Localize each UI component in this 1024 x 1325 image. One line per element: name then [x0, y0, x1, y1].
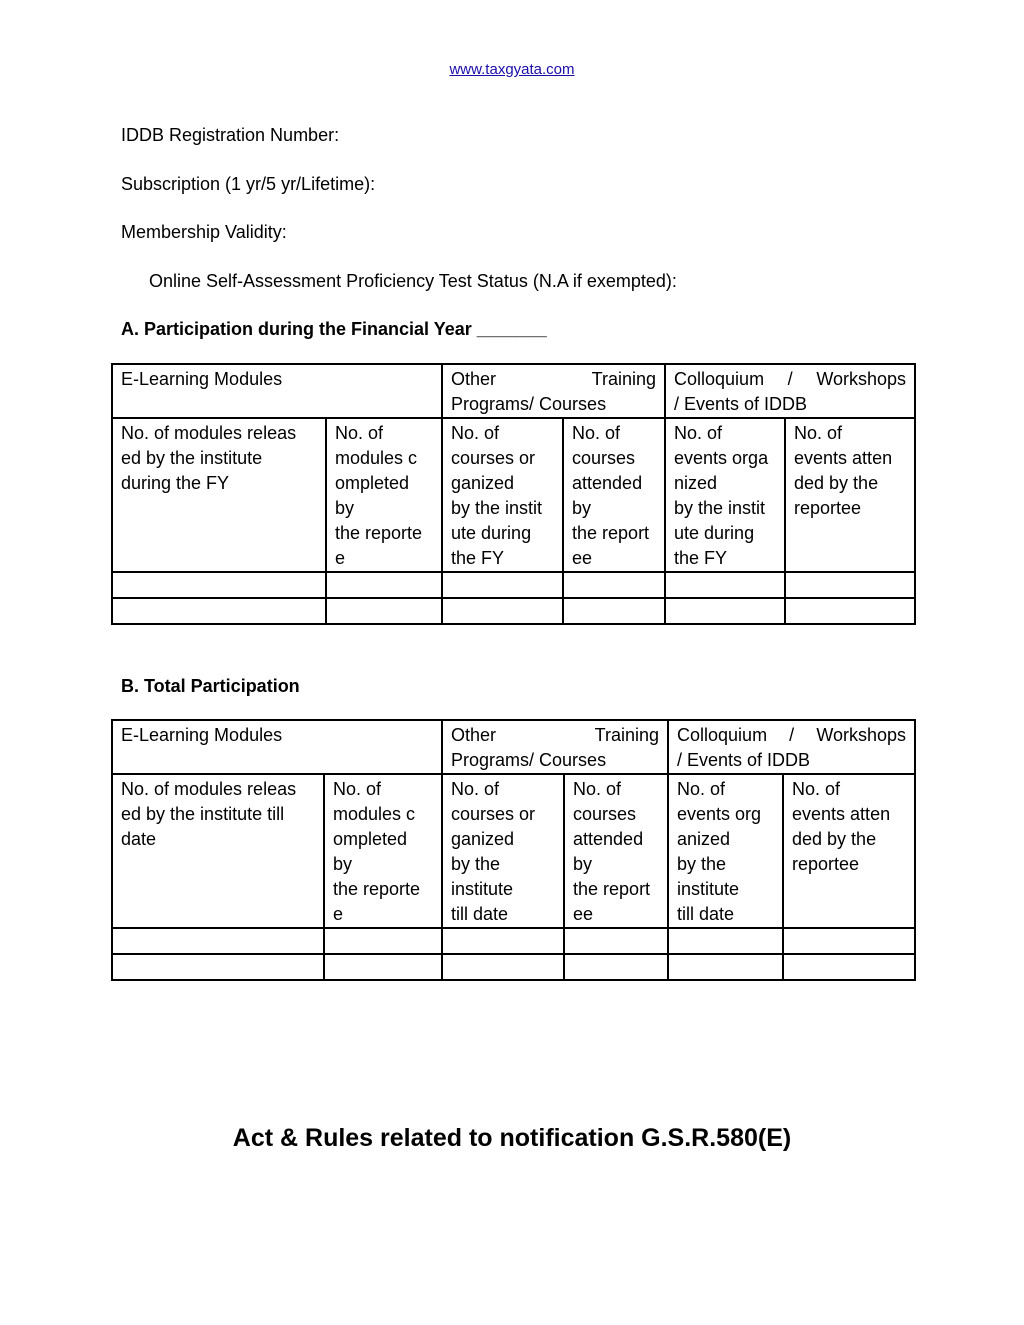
column-header-events-attended: No. of events atten ded by the reportee — [785, 418, 915, 572]
table-row — [112, 572, 915, 598]
table-column-header-row — [112, 774, 915, 928]
document-title: Act & Rules related to notification G.S.R.580(E) — [232, 1124, 792, 1152]
subscription-label: Subscription (1 yr/5 yr/Lifetime): — [121, 174, 376, 194]
column-header-modules-completed: No. of modules c ompleted by the reporte e — [324, 774, 442, 928]
section-a-table — [111, 363, 916, 625]
table-cell-input[interactable] — [442, 572, 563, 598]
elearning-group-header: E-Learning Modules — [112, 364, 442, 418]
table-cell-input[interactable] — [326, 598, 442, 624]
table-cell-input[interactable] — [326, 572, 442, 598]
table-row — [112, 954, 915, 980]
column-header-courses-attended: No. of courses attended by the report ee — [564, 774, 668, 928]
header-url-link[interactable]: www.taxgyata.com — [449, 61, 575, 78]
table-cell-input[interactable] — [668, 928, 783, 954]
table-cell-input[interactable] — [563, 598, 665, 624]
column-header-courses-organized: No. of courses or ganized by the institute till date — [442, 774, 564, 928]
table-cell-input[interactable] — [783, 954, 915, 980]
column-header-courses-attended: No. of courses attended by the report ee — [563, 418, 665, 572]
test-status-label: Online Self-Assessment Proficiency Test Status (N.A if exempted): — [149, 271, 677, 291]
table-cell-input[interactable] — [324, 954, 442, 980]
table-cell-input[interactable] — [112, 598, 326, 624]
table-cell-input[interactable] — [442, 954, 564, 980]
colloquium-group-header: Colloquium / Workshops / Events of IDDB — [668, 720, 915, 774]
column-header-modules-completed: No. of modules c ompleted by the reporte e — [326, 418, 442, 572]
table-cell-input[interactable] — [442, 928, 564, 954]
registration-number-label: IDDB Registration Number: — [121, 125, 340, 145]
table-cell-input[interactable] — [112, 572, 326, 598]
table-cell-input[interactable] — [564, 954, 668, 980]
membership-validity-label: Membership Validity: — [121, 222, 287, 242]
table-cell-input[interactable] — [668, 954, 783, 980]
section-b-heading: B. Total Participation — [121, 676, 300, 696]
table-cell-input[interactable] — [785, 572, 915, 598]
column-header-events-organized: No. of events org anized by the institute till date — [668, 774, 783, 928]
section-b-table — [111, 719, 916, 981]
column-header-events-attended: No. of events atten ded by the reportee — [783, 774, 915, 928]
column-header-events-organized: No. of events orga nized by the instit ute during the FY — [665, 418, 785, 572]
column-header-modules-released: No. of modules releas ed by the institute till date — [112, 774, 324, 928]
table-row — [112, 598, 915, 624]
table-row — [112, 928, 915, 954]
table-group-header-row — [112, 364, 915, 418]
table-cell-input[interactable] — [324, 928, 442, 954]
table-cell-input[interactable] — [564, 928, 668, 954]
table-cell-input[interactable] — [563, 572, 665, 598]
colloquium-group-header: Colloquium / Workshops / Events of IDDB — [665, 364, 915, 418]
table-cell-input[interactable] — [665, 598, 785, 624]
table-cell-input[interactable] — [442, 598, 563, 624]
training-group-header: Other Training Programs/ Courses — [442, 720, 668, 774]
training-group-header: Other Training Programs/ Courses — [442, 364, 665, 418]
column-header-courses-organized: No. of courses or ganized by the instit ute during the FY — [442, 418, 563, 572]
section-a-heading: A. Participation during the Financial Year _______ — [121, 319, 547, 339]
table-cell-input[interactable] — [112, 928, 324, 954]
elearning-group-header: E-Learning Modules — [112, 720, 442, 774]
table-cell-input[interactable] — [785, 598, 915, 624]
column-header-modules-released: No. of modules releas ed by the institute during the FY — [112, 418, 326, 572]
table-cell-input[interactable] — [112, 954, 324, 980]
table-group-header-row — [112, 720, 915, 774]
table-column-header-row — [112, 418, 915, 572]
table-cell-input[interactable] — [783, 928, 915, 954]
table-cell-input[interactable] — [665, 572, 785, 598]
